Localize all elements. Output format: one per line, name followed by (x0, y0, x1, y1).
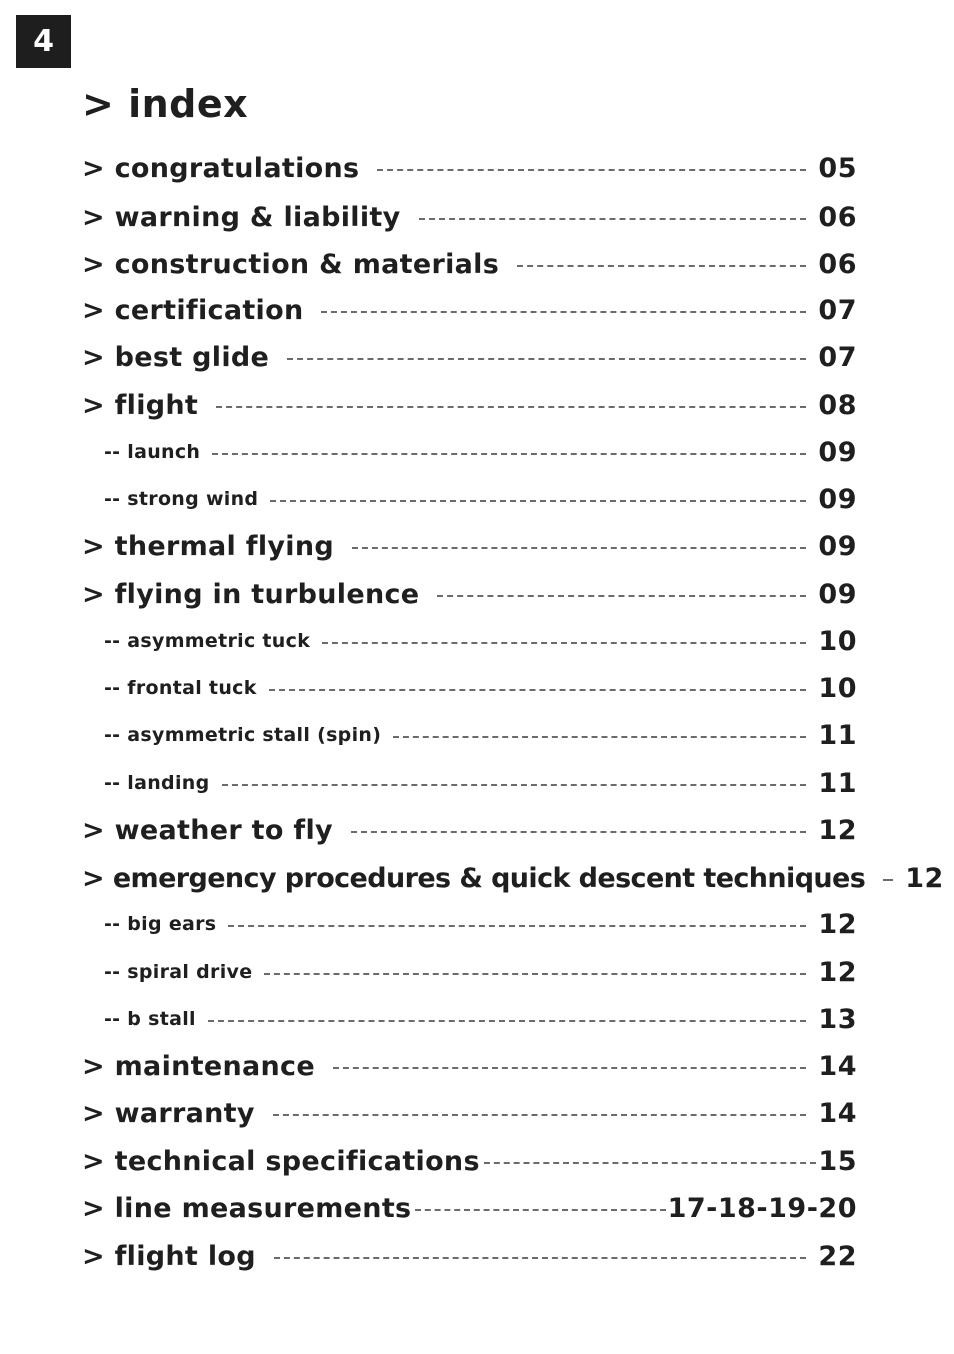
toc-entry-page: 12 (818, 814, 857, 846)
toc-entry[interactable] (82, 290, 857, 330)
toc-entry[interactable] (82, 858, 944, 898)
toc-subentry[interactable] (82, 624, 857, 658)
dotted-leader (415, 1209, 665, 1211)
toc-entry-page: 12 (818, 956, 857, 988)
toc-entry[interactable] (82, 1236, 857, 1276)
toc-entry-page: 14 (818, 1050, 857, 1082)
toc-entry-page: 10 (818, 625, 857, 657)
dotted-leader (322, 642, 806, 644)
dotted-leader (222, 784, 807, 786)
dotted-leader (393, 736, 806, 738)
toc-subentry[interactable] (82, 482, 857, 516)
toc-entry[interactable] (82, 197, 857, 237)
toc-entry-label: > flying in turbulence (82, 578, 420, 610)
toc-entry-page: 06 (818, 248, 857, 280)
toc-entry-label: > best glide (82, 341, 270, 373)
toc-entry-label: > emergency procedures & quick descent techniques (82, 862, 866, 894)
toc-entry-page: 17-18-19-20 (667, 1192, 857, 1224)
dotted-leader (269, 689, 807, 691)
toc-entry-label: > line measurements (82, 1192, 412, 1224)
toc-subentry[interactable] (82, 766, 857, 800)
toc-entry-page: 22 (818, 1240, 857, 1272)
page-number: 4 (16, 15, 71, 68)
dotted-leader (274, 1257, 807, 1259)
toc-entry-label: -- big ears (104, 913, 217, 935)
toc-entry-page: 11 (818, 719, 857, 751)
dotted-leader (377, 169, 806, 171)
dotted-leader (419, 218, 807, 220)
toc-entry-label: -- asymmetric tuck (104, 630, 311, 652)
dotted-leader (883, 879, 893, 881)
toc-entry-page: 11 (818, 767, 857, 799)
dotted-leader (228, 925, 806, 927)
toc-entry-label: > congratulations (82, 152, 360, 184)
toc-entry-page: 14 (818, 1097, 857, 1129)
dotted-leader (333, 1067, 806, 1069)
toc-entry-label: > warning & liability (82, 201, 401, 233)
dotted-leader (351, 831, 807, 833)
toc-entry-label: -- strong wind (104, 488, 259, 510)
toc-entry-label: > weather to fly (82, 814, 333, 846)
toc-entry-label: > flight log (82, 1240, 256, 1272)
toc-entry-label: > construction & materials (82, 248, 500, 280)
dotted-leader (270, 500, 806, 502)
dotted-leader (517, 265, 806, 267)
toc-entry-label: -- launch (104, 441, 201, 463)
toc-subentry[interactable] (82, 1002, 857, 1036)
toc-entry[interactable] (82, 337, 857, 377)
toc-entry-label: > thermal flying (82, 530, 334, 562)
toc-entry-label: -- asymmetric stall (spin) (104, 724, 382, 746)
toc-subentry[interactable] (82, 907, 857, 941)
toc-entry-page: 07 (818, 294, 857, 326)
page-title: > index (82, 82, 249, 126)
dotted-leader (212, 453, 806, 455)
toc-entry[interactable] (82, 1093, 857, 1133)
toc-subentry[interactable] (82, 718, 857, 752)
toc-entry-label: -- spiral drive (104, 961, 253, 983)
toc-entry-page: 07 (818, 341, 857, 373)
toc-subentry[interactable] (82, 955, 857, 989)
dotted-leader (287, 358, 806, 360)
dotted-leader (321, 311, 806, 313)
toc-entry-page: 09 (818, 578, 857, 610)
toc-entry-page: 08 (818, 389, 857, 421)
dotted-leader (208, 1020, 807, 1022)
toc-entry[interactable] (82, 1141, 857, 1181)
toc-entry-page: 09 (818, 530, 857, 562)
toc-entry-label: > warranty (82, 1097, 255, 1129)
toc-entry-page: 12 (905, 862, 944, 894)
toc-entry[interactable] (82, 810, 857, 850)
toc-entry-page: 15 (818, 1145, 857, 1177)
dotted-leader (437, 595, 806, 597)
toc-entry-page: 10 (818, 672, 857, 704)
toc-entry-label: -- landing (104, 772, 210, 794)
toc-entry-page: 09 (818, 436, 857, 468)
dotted-leader (484, 1162, 817, 1164)
toc-entry-page: 09 (818, 483, 857, 515)
toc-entry-label: -- frontal tuck (104, 677, 257, 699)
toc-entry[interactable] (82, 574, 857, 614)
dotted-leader (273, 1114, 807, 1116)
toc-entry[interactable] (82, 1188, 857, 1228)
toc-entry[interactable] (82, 526, 857, 566)
toc-entry-label: -- b stall (104, 1008, 196, 1030)
toc-entry-page: 12 (818, 908, 857, 940)
toc-entry-label: > maintenance (82, 1050, 315, 1082)
toc-subentry[interactable] (82, 435, 857, 469)
toc-entry[interactable] (82, 148, 857, 188)
dotted-leader (352, 547, 806, 549)
toc-entry-page: 06 (818, 201, 857, 233)
toc-entry[interactable] (82, 385, 857, 425)
toc-entry[interactable] (82, 1046, 857, 1086)
toc-subentry[interactable] (82, 671, 857, 705)
toc-entry-label: > certification (82, 294, 304, 326)
toc-entry-label: > flight (82, 389, 199, 421)
dotted-leader (264, 973, 806, 975)
toc-entry[interactable] (82, 244, 857, 284)
toc-entry-page: 13 (818, 1003, 857, 1035)
toc-entry-label: > technical specifications (82, 1145, 480, 1177)
toc-entry-page: 05 (818, 152, 857, 184)
dotted-leader (216, 406, 806, 408)
